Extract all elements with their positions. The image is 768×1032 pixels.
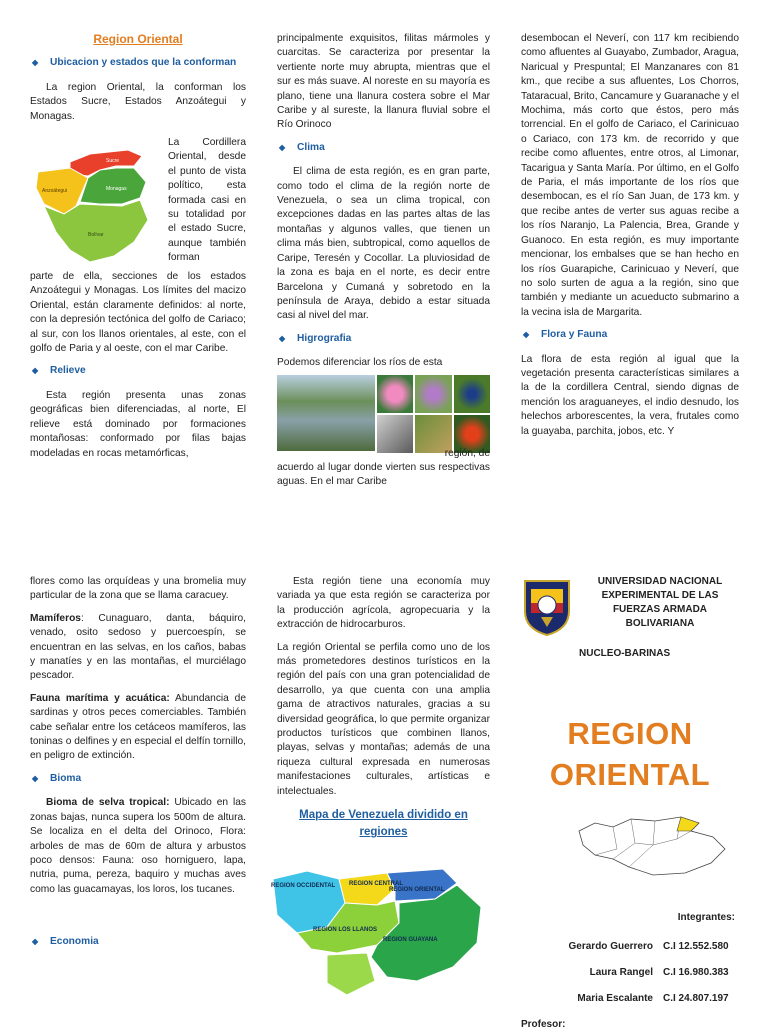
bullet-icon: ◆	[32, 937, 39, 947]
bullet-icon: ◆	[279, 142, 286, 152]
paragraph: La region Oriental, la conforman los Estados Sucre, Estados Anzoátegui y Monagas.	[30, 81, 246, 122]
paragraph: desembocan el Neverí, con 117 km recibiendo como afluentes al Guayabo, Zumbador, Aragua, Naricual y Prespuntal; El Manzanares con 81 km., que recibe a sus afluentes, Los Chorros, Tataracual, Brito, Cancamure y Guaranache y el Mochima, más corto que éstos, pero más torrencial. En el golfo de Cariaco, el Carinicuao o Cariaco, con 173 km. de recorrido y que recibe como afluentes, entre otros, al Limonar, Tacarigua y Santa María. Por último, en el Golfo de Paria, el más importante de los ríos que desembocan, es el río San Juan, de 173 km. y que recibe antes de verter sus aguas recibe a los ríos Naranjo, La Palencia, Brea, Grande y Guanoco. En esta región, es muy importante mencionar, los embalses que se han hecho en los ríos Guarapiche, Carinicuao y Neverí, que no solo surten de agua a la región, sino que también y mediante un acueducto submarino a la vecina isla de Margarita.	[521, 33, 739, 318]
plant-photo	[415, 375, 451, 413]
column-3-bottom	[521, 575, 739, 1032]
paragraph: Mamíferos: Cunaguaro, danta, báquiro, venado, osito sedoso y puercoespín, se encuentran en las selvas, en los caños, babas y manatíes y en las montañas, el murciélago pescador.	[30, 612, 246, 682]
profesor-label: Profesor:	[521, 1018, 566, 1030]
section-title: Region Oriental	[93, 32, 183, 46]
column-1-bottom	[30, 575, 246, 960]
label-bioma-selva: Bioma de selva tropical:	[46, 797, 170, 809]
paragraph: región, de	[444, 447, 490, 459]
bullet-icon: ◆	[32, 773, 39, 783]
paragraph: Podemos diferenciar los ríos de esta	[277, 357, 443, 369]
paragraph: Esta región tiene una economía muy variada ya que esta región se caracteriza por la producción agrícola, agropecuaria y la extracción de hidrocarburos.	[277, 576, 490, 631]
map-label-guayana: REGION GUAYANA	[383, 937, 438, 944]
animal-photo	[377, 415, 413, 453]
bullet-heading-hidrografia: ◆ Higrografia	[277, 332, 490, 346]
venezuela-regions-map	[267, 849, 499, 999]
bullet-icon: ◆	[523, 330, 530, 340]
map-label-sucre: Sucre	[106, 158, 120, 165]
member-name: Gerardo Guerrero	[568, 940, 653, 952]
bullet-icon: ◆	[32, 366, 39, 376]
bullet-heading-ubicacion: ◆ Ubicacion y estados que la conforman	[30, 56, 246, 70]
map-label-llanos: REGION LOS LLANOS	[313, 927, 378, 934]
paragraph: El clima de esta región, es en gran parte, como todo el clima de la región norte de Venezuela, o sea un clima tropical, con excepciones dadas en las partes altas de las montañas y algunos valles, que tienen un clima más bien, subtropical, como aquellos de Caripe, Teresén y Cocollar. La pluviosidad de la zona es baja en el norte, es decir entre Barcelona y Cumaná y sobretodo en la península de Araya, debido a estar situada casi al nivel del mar.	[277, 166, 490, 322]
bullet-heading-relieve: ◆ Relieve	[30, 364, 246, 378]
member-row	[521, 940, 739, 954]
river-photo	[277, 375, 375, 451]
paragraph: Esta región presenta unas zonas geográficas bien diferenciadas, al norte, El relieve está dominado por formaciones montañosas: conformado por filas bajas modeladas en rocas metamórficas,	[30, 389, 246, 459]
column-2-top	[277, 32, 490, 498]
map-label-oriental: REGION ORIENTAL	[389, 887, 445, 894]
member-row	[521, 992, 739, 1006]
paragraph: Fauna marítima y acuática: Abundancia de sardinas y otros peces comerciables. También cabe señalar entre los cetáceos mamíferos, las toninas o delfines y en especial el delfín tornillo, en peligro de extinción.	[30, 692, 246, 762]
bullet-icon: ◆	[32, 58, 39, 68]
map-label-monagas: Monagas	[106, 186, 127, 193]
member-name: Maria Escalante	[577, 992, 653, 1004]
paragraph: La flora de esta región al igual que la vegetación presenta características similares a la de la cordillera Central, siendo dignas de mención los araguaneyes, el indio desnudo, los helechos arborescentes, la vera, frutales como la guayaba, parchita, jobos, etc. Y	[521, 353, 739, 437]
bullet-heading-economia: ◆ Economia	[30, 935, 246, 949]
map-label-anzoategui: Anzoátegui	[42, 188, 68, 195]
integrantes-label: Integrantes:	[677, 912, 735, 924]
university-name: UNIVERSIDAD NACIONAL EXPERIMENTAL DE LAS FUERZAS ARMADA BOLIVARIANA	[597, 576, 723, 629]
university-shield-icon	[521, 577, 573, 637]
member-ci: C.I 12.552.580	[663, 940, 729, 952]
oriental-region-map	[30, 132, 158, 270]
page-fold-gap	[0, 510, 768, 565]
bullet-icon: ◆	[279, 333, 286, 343]
paragraph: acuerdo al lugar donde vierten sus respectivas aguas. En el mar Caribe	[277, 461, 490, 488]
paragraph: parte de ella, secciones de los estados Anzoátegui y Monagas. Los límites del macizo Oriental, están claramente definidos: al norte, con la depresión tectónica del golfo de Cariaco; al sur, con los llanos orientales, al este, con el golfo de Paria y al oeste, con el mar Caribe.	[30, 271, 246, 355]
member-ci: C.I 16.980.383	[663, 966, 729, 978]
column-1-top	[30, 32, 246, 469]
bullet-heading-clima: ◆ Clima	[277, 141, 490, 155]
paragraph: principalmente exquisitos, filitas mármoles y cuarcitas. Se caracteriza por presentar la vertiente norte muy abrupta, mientras que el sur es más suave. Al noreste en su mayoría es plano, tiene una llanura costera sobre el Mar Caribe y al sureste, la llanura fluvial sobre el Río Orinoco	[277, 33, 490, 131]
member-row	[521, 966, 739, 980]
paragraph: Bioma de selva tropical: Ubicado en las zonas bajas, nunca supera los 500m de altura. Se localiza en el delta del Orinoco, Flora: arboles de mas de 60m de altura y arbustos poco densos: Fauna: oso horniguero, lapa, nutria, puma, pereza, baquiro y muchas aves como las guacamayas, los loros, los tucanes.	[30, 797, 246, 895]
bullet-heading-flora-fauna: ◆ Flora y Fauna	[521, 328, 739, 342]
member-name: Laura Rangel	[589, 966, 653, 978]
flower-photo	[377, 375, 413, 413]
paragraph: La región Oriental se perfila como uno de los más prometedores destinos turísticos en la región del país con una gran potencialidad de desarrollo, ya que cuenta con una amplia gama de atractivos naturales, gracias a su diversidad geográfica, lo que permite organizar productos turísticos que combinen llanos, playas, selvas y montañas; además de una riqueza cultural expresada en numerosas manifestaciones culturales, artísticas e intelectuales.	[277, 641, 490, 797]
insect-photo	[454, 375, 490, 413]
venezuela-outline-map	[573, 809, 733, 879]
member-ci: C.I 24.807.197	[663, 992, 729, 1004]
paragraph: flores como las orquídeas y una bromelia muy particular de la zona que se llama caracuey.	[30, 576, 246, 602]
paragraph: La Cordillera Oriental, desde el punto de vista político, esta formada casi en su totalidad por el estado Sucre, aunque también forman	[168, 137, 246, 264]
column-3-top	[521, 32, 739, 447]
bullet-heading-bioma: ◆ Bioma	[30, 772, 246, 786]
column-2-bottom	[271, 575, 490, 1005]
map-title: Mapa de Venezuela dividido en regiones	[299, 809, 468, 839]
cover-title-line1: REGION	[567, 716, 693, 752]
map-label-bolivar: Bolívar	[88, 232, 104, 239]
cover-title-line2: ORIENTAL	[549, 757, 711, 793]
label-mamiferos: Mamíferos	[30, 612, 81, 624]
map-label-central: REGION CENTRAL	[349, 881, 403, 888]
nucleo-name: NUCLEO-BARINAS	[579, 648, 671, 659]
map-label-occidental: REGION OCCIDENTAL	[271, 883, 336, 890]
label-fauna-maritima: Fauna marítima y acuática:	[30, 692, 170, 704]
